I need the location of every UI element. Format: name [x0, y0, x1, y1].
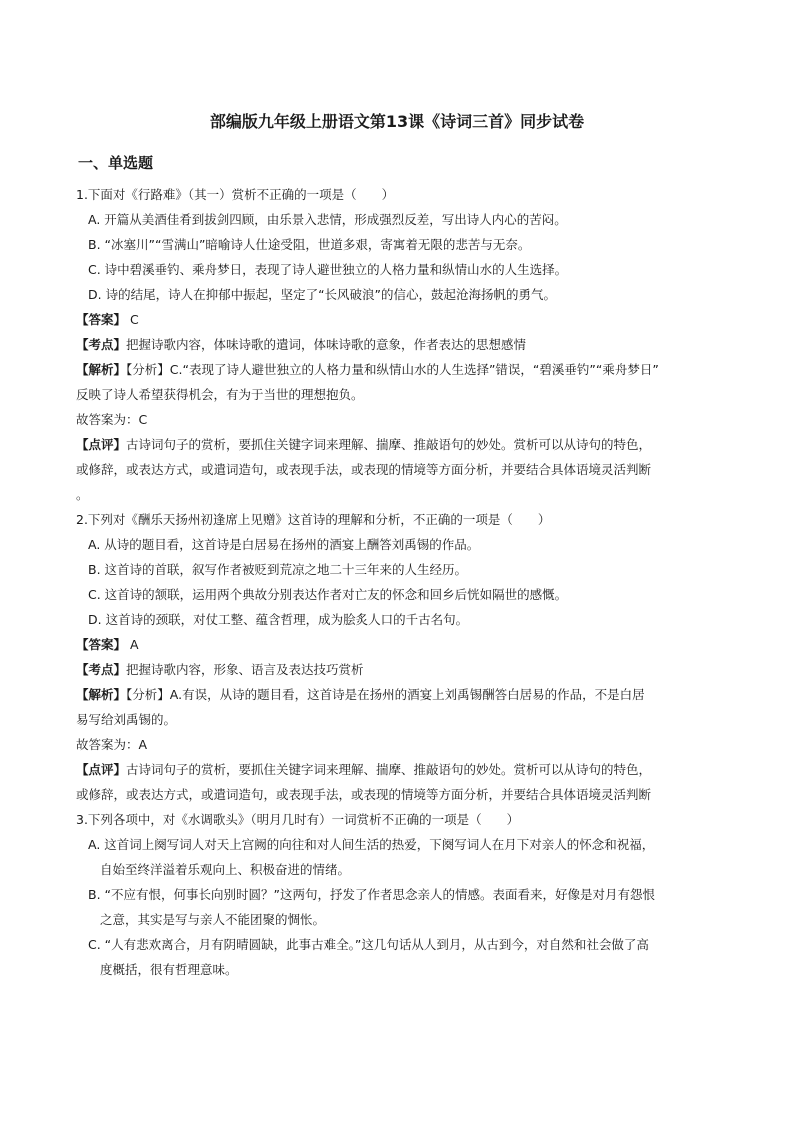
page-title: 部编版九年级上册语文第13课《诗词三首》同步试卷 — [209, 112, 585, 131]
comment-line: 古诗词句子的赏析，要抓住关键字词来理解、揣摩、推敲语句的妙处。赏析可以从诗句的特色， — [126, 437, 652, 452]
comment-tag: 【点评】 — [76, 437, 127, 452]
question-1-analysis-cont: 反映了诗人希望获得机会，有为于当世的理想抱负。 — [76, 387, 364, 402]
question-2-analysis — [76, 682, 726, 707]
question-2-point — [76, 657, 726, 682]
question-3-option-b-cont: 之意，其实是写与亲人不能团聚的惆怅。 — [100, 912, 326, 927]
analysis-line: 【分析】C.“表现了诗人避世独立的人格力量和纵情山水的人生选择”错误，“碧溪垂钓”“乘舟梦日” — [126, 362, 659, 377]
answer-value: A — [126, 637, 139, 652]
question-1-comment — [76, 432, 726, 457]
question-1-comment-end: 。 — [76, 487, 89, 502]
question-2-stem: 2.下列对《酬乐天扬州初逢席上见赠》这首诗的理解和分析，不正确的一项是（ ） — [76, 512, 551, 527]
question-1-option-d: D. 诗的结尾，诗人在抑郁中振起，坚定了“长风破浪”的信心，鼓起沧海扬帆的勇气。 — [88, 287, 557, 302]
answer-tag: 【答案】 — [76, 637, 127, 652]
question-2-option-a: A. 从诗的题目看，这首诗是白居易在扬州的酒宴上酬答刘禹锡的作品。 — [88, 537, 480, 552]
question-3-option-c: C. “人有悲欢离合，月有阴晴圆缺，此事古难全。”这几句话从人到月，从古到今，对自然和社会做了高 — [88, 937, 649, 952]
question-2-option-d: D. 这首诗的颈联，对仗工整、蕴含哲理，成为脍炙人口的千古名句。 — [88, 612, 469, 627]
question-1-stem: 1.下面对《行路难》（其一）赏析不正确的一项是（ ） — [76, 187, 395, 202]
point-tag: 【考点】 — [76, 337, 127, 352]
question-2-final: 故答案为：A — [76, 737, 148, 752]
analysis-tag: 【解析】 — [76, 362, 127, 377]
point-tag: 【考点】 — [76, 662, 127, 677]
question-1-answer — [76, 307, 726, 332]
question-2-comment-cont: 或修辞，或表达方式，或遣词造句，或表现手法，或表现的情境等方面分析，并要结合具体语境灵活判断 — [76, 787, 652, 802]
comment-tag: 【点评】 — [76, 762, 127, 777]
question-list — [76, 182, 726, 982]
comment-line: 古诗词句子的赏析，要抓住关键字词来理解、揣摩、推敲语句的妙处。赏析可以从诗句的特色， — [126, 762, 652, 777]
question-1-option-a: A. 开篇从美酒佳肴到拔剑四顾，由乐景入悲情，形成强烈反差，写出诗人内心的苦闷。 — [88, 212, 567, 227]
answer-tag: 【答案】 — [76, 312, 127, 327]
question-1-option-b: B. “冰塞川”“雪满山”暗喻诗人仕途受阻，世道多艰，寄寓着无限的悲苦与无奈。 — [88, 237, 531, 252]
analysis-tag: 【解析】 — [76, 687, 127, 702]
question-1-comment-cont: 或修辞，或表达方式，或遣词造句，或表现手法，或表现的情境等方面分析，并要结合具体语境灵活判断 — [76, 462, 652, 477]
question-2-option-b: B. 这首诗的首联，叙写作者被贬到荒凉之地二十三年来的人生经历。 — [88, 562, 468, 577]
point-text: 把握诗歌内容，形象、语言及表达技巧赏析 — [126, 662, 364, 677]
question-1-point — [76, 332, 726, 357]
question-2-analysis-cont: 易写给刘禹锡的。 — [76, 712, 177, 727]
analysis-line: 【分析】A.有误，从诗的题目看，这首诗是在扬州的酒宴上刘禹锡酬答白居易的作品，不是白居 — [126, 687, 645, 702]
question-1-analysis — [76, 357, 726, 382]
question-1-final: 故答案为：C — [76, 412, 148, 427]
section-heading: 一、单选题 — [78, 154, 154, 172]
question-2-answer — [76, 632, 726, 657]
answer-value: C — [126, 312, 139, 327]
question-3-option-c-cont: 度概括，很有哲理意味。 — [100, 962, 238, 977]
question-2-comment — [76, 757, 726, 782]
question-1-option-c: C. 诗中碧溪垂钓、乘舟梦日，表现了诗人避世独立的人格力量和纵情山水的人生选择。 — [88, 262, 568, 277]
point-text: 把握诗歌内容，体味诗歌的遣词，体味诗歌的意象，作者表达的思想感情 — [126, 337, 527, 352]
question-3-option-a-cont: 自始至终洋溢着乐观向上、积极奋进的情绪。 — [100, 862, 351, 877]
question-3-option-b: B. “不应有恨，何事长向别时圆？”这两句，抒发了作者思念亲人的情感。表面看来，好像是对月有怨恨 — [88, 887, 655, 902]
question-2-option-c: C. 这首诗的颔联，运用两个典故分别表达作者对亡友的怀念和回乡后恍如隔世的感慨。 — [88, 587, 568, 602]
question-3-stem: 3.下列各项中，对《水调歌头》（明月几时有）一词赏析不正确的一项是（ ） — [76, 812, 520, 827]
question-3-option-a: A. 这首词上阕写词人对天上宫阙的向往和对人间生活的热爱，下阕写词人在月下对亲人的怀念和祝福， — [88, 837, 655, 852]
